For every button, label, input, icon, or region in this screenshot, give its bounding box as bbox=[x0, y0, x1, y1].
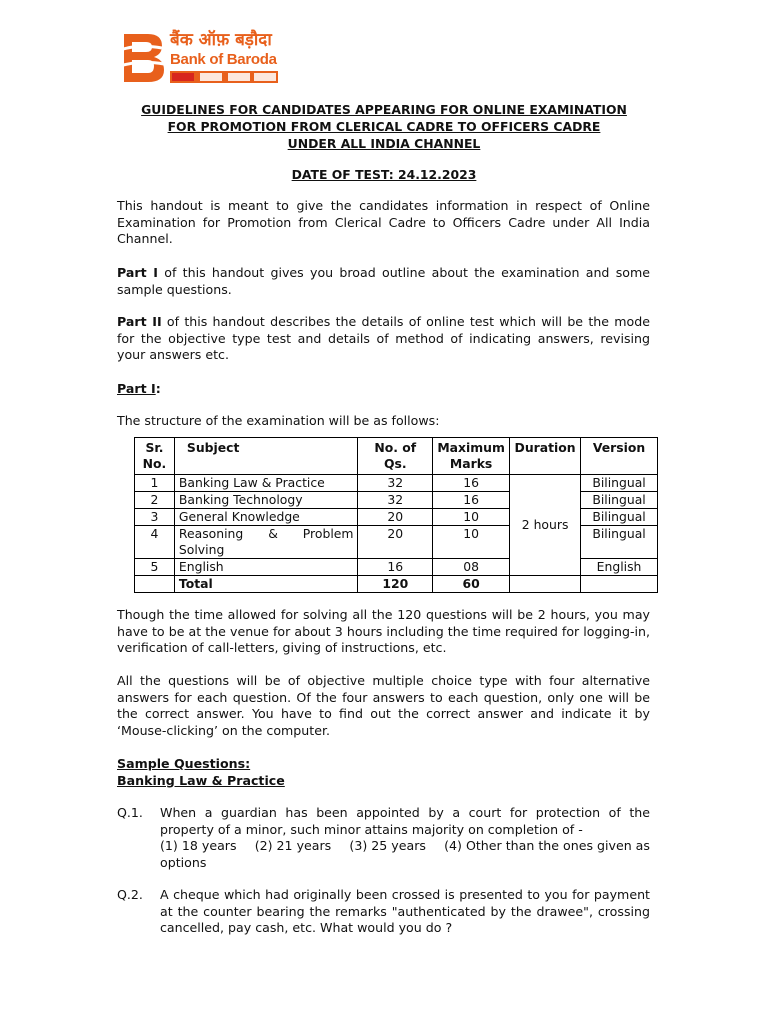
subject-word: Problem bbox=[302, 526, 354, 541]
logo-hindi-name: बैंक ऑफ़ बड़ौदा bbox=[170, 30, 272, 50]
cell-duration: 2 hours bbox=[510, 475, 581, 576]
cell-version: Bilingual bbox=[581, 509, 658, 526]
cell-sr: 5 bbox=[135, 559, 175, 576]
cell-sr: 1 bbox=[135, 475, 175, 492]
header-maximum-marks: Maximum Marks bbox=[433, 438, 510, 475]
part2-label: Part II bbox=[117, 314, 162, 329]
document-title bbox=[0, 101, 768, 152]
table-header-row bbox=[135, 438, 658, 475]
q1-option-3: (3) 25 years bbox=[349, 838, 426, 853]
cell-empty bbox=[510, 576, 581, 593]
cell-version: Bilingual bbox=[581, 475, 658, 492]
cell-subject: English bbox=[174, 559, 358, 576]
cell-total-questions: 120 bbox=[358, 576, 433, 593]
q1-option-1: (1) 18 years bbox=[160, 838, 237, 853]
cell-version: English bbox=[581, 559, 658, 576]
cell-marks: 16 bbox=[433, 475, 510, 492]
cell-version: Bilingual bbox=[581, 526, 658, 559]
baroda-b-logo-icon bbox=[118, 30, 168, 84]
cell-marks: 16 bbox=[433, 492, 510, 509]
header-no-of-questions: No. of Qs. bbox=[358, 438, 433, 475]
header-duration: Duration bbox=[510, 438, 581, 475]
table-row bbox=[135, 475, 658, 492]
bank-of-baroda-logo bbox=[118, 30, 288, 88]
cell-total-label: Total bbox=[174, 576, 358, 593]
intro-paragraph: This handout is meant to give the candidates information in respect of Online Examination for Promotion from Clerical Cadre to Officers Cadre under All India Channel. bbox=[117, 198, 650, 246]
q1-option-4: (4) Other than the ones given as bbox=[444, 838, 650, 853]
cell-questions: 32 bbox=[358, 492, 433, 509]
title-line-3: UNDER ALL INDIA CHANNEL bbox=[287, 136, 481, 151]
time-paragraph: Though the time allowed for solving all the 120 questions will be 2 hours, you may have to be at the venue for about 3 hours including the time required for logging-in, verification of call-letters, giving of instructions, etc. bbox=[117, 607, 650, 655]
header-sr-no: Sr. No. bbox=[135, 438, 175, 475]
cell-questions: 32 bbox=[358, 475, 433, 492]
title-line-1: GUIDELINES FOR CANDIDATES APPEARING FOR ONLINE EXAMINATION bbox=[141, 102, 627, 117]
cell-subject bbox=[174, 526, 358, 559]
sample-subject-title: Banking Law & Practice bbox=[117, 772, 285, 788]
cell-questions: 20 bbox=[358, 526, 433, 559]
cell-subject: Banking Law & Practice bbox=[174, 475, 358, 492]
q1-option-4-continued: options bbox=[160, 854, 207, 870]
cell-empty bbox=[581, 576, 658, 593]
question-format-paragraph: All the questions will be of objective multiple choice type with four alternative answers for each question. Of the four answers to each question, only one will be the correct answer. You have to find out the correct answer and indicate it by ‘Mouse-clicking’ on the computer. bbox=[117, 673, 650, 738]
subject-line-1 bbox=[179, 526, 354, 542]
cell-sr: 4 bbox=[135, 526, 175, 559]
question-1-number: Q.1. bbox=[117, 805, 143, 820]
cell-empty bbox=[135, 576, 175, 593]
cell-questions: 16 bbox=[358, 559, 433, 576]
cell-subject: Banking Technology bbox=[174, 492, 358, 509]
part2-description-text: of this handout describes the details of online test which will be the mode for the objective type test and details of method of indicating answers, revising your answers etc. bbox=[117, 314, 650, 362]
part2-description bbox=[117, 314, 650, 364]
part1-label: Part I bbox=[117, 265, 158, 280]
question-1 bbox=[160, 805, 650, 871]
structure-intro: The structure of the examination will be as follows: bbox=[117, 413, 440, 428]
part1-heading-suffix: : bbox=[155, 381, 161, 396]
part1-description bbox=[117, 265, 650, 298]
sample-questions-heading bbox=[117, 756, 650, 789]
sample-questions-title: Sample Questions: bbox=[117, 756, 251, 771]
cell-version: Bilingual bbox=[581, 492, 658, 509]
cell-total-marks: 60 bbox=[433, 576, 510, 593]
subject-word: Reasoning bbox=[178, 526, 244, 541]
question-2-text: A cheque which had originally been crossed is presented to you for payment at the counter bearing the remarks "authenticated by the drawee", crossing cancelled, pay cash, etc. What would you do ? bbox=[160, 887, 650, 935]
date-of-test: DATE OF TEST: 24.12.2023 bbox=[291, 167, 477, 182]
logo-english-name: Bank of Baroda bbox=[170, 51, 277, 68]
header-version: Version bbox=[581, 438, 658, 475]
q1-option-2: (2) 21 years bbox=[254, 838, 332, 853]
cell-marks: 08 bbox=[433, 559, 510, 576]
title-line-2: FOR PROMOTION FROM CLERICAL CADRE TO OFFICERS CADRE bbox=[167, 119, 601, 134]
cell-marks: 10 bbox=[433, 526, 510, 559]
header-subject: Subject bbox=[174, 438, 358, 475]
cell-sr: 3 bbox=[135, 509, 175, 526]
question-1-text: When a guardian has been appointed by a court for protection of the property of a minor, such minor attains majority on completion of - bbox=[160, 805, 650, 837]
logo-strip-icon bbox=[170, 71, 278, 83]
part1-heading-text: Part I bbox=[117, 381, 156, 396]
question-2-number: Q.2. bbox=[117, 887, 143, 902]
cell-marks: 10 bbox=[433, 509, 510, 526]
exam-structure-table bbox=[134, 437, 658, 593]
part1-description-text: of this handout gives you broad outline about the examination and some sample questions. bbox=[117, 265, 650, 297]
question-1-options bbox=[160, 838, 650, 855]
cell-questions: 20 bbox=[358, 509, 433, 526]
table-total-row bbox=[135, 576, 658, 593]
cell-sr: 2 bbox=[135, 492, 175, 509]
subject-line-2: Solving bbox=[178, 542, 225, 557]
subject-word: & bbox=[268, 526, 278, 541]
part1-heading bbox=[117, 381, 650, 398]
cell-subject: General Knowledge bbox=[174, 509, 358, 526]
